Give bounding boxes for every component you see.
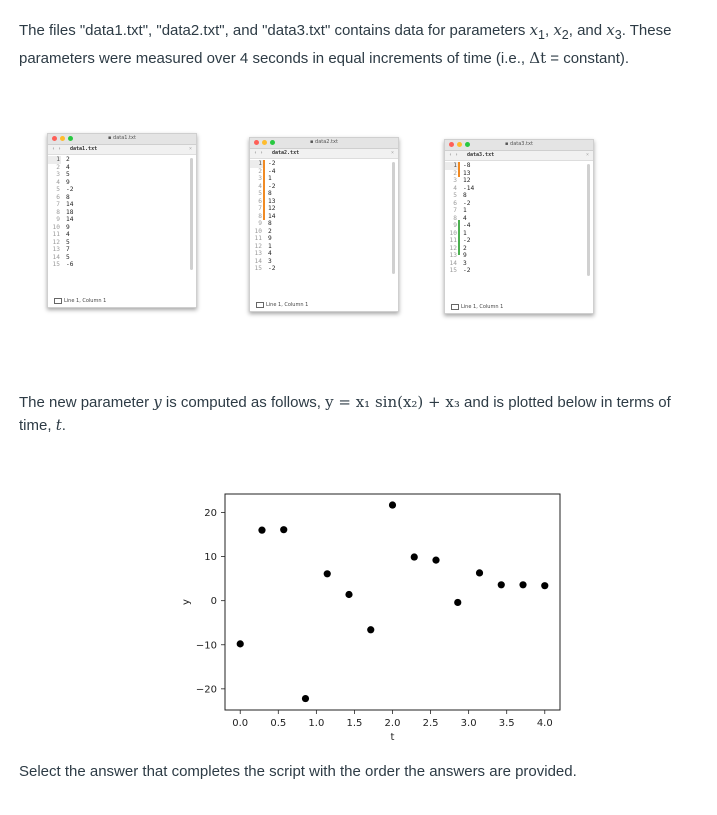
code-line[interactable]: -2 (463, 267, 471, 274)
data-point (324, 570, 331, 577)
code-line[interactable]: 4 (463, 214, 467, 222)
line-number: 1 (250, 160, 263, 168)
line-number: 3 (56, 171, 60, 178)
code-line[interactable]: 5 (66, 171, 70, 178)
line-number: 13 (449, 252, 457, 259)
line-number: 10 (254, 227, 262, 235)
y-tick-label: 10 (204, 552, 217, 564)
data-point (519, 581, 526, 588)
data-point (389, 501, 396, 508)
nav-arrows-icon[interactable]: ‹ › (449, 152, 459, 158)
file-tab[interactable]: data2.txt (272, 150, 300, 156)
code-line[interactable]: 2 (66, 156, 70, 163)
code-line[interactable]: 9 (66, 223, 70, 231)
line-number: 4 (453, 184, 457, 192)
code-line[interactable]: 14 (66, 201, 74, 208)
code-line[interactable]: 7 (66, 246, 70, 253)
line-number: 15 (254, 265, 262, 272)
window-titlebar[interactable] (250, 138, 398, 149)
tab-bar (48, 145, 196, 155)
code-line[interactable]: 8 (268, 190, 272, 197)
line-number-gutter (445, 162, 458, 275)
scrollbar[interactable] (587, 164, 590, 276)
code-line[interactable]: -2 (268, 265, 276, 272)
line-number: 2 (258, 167, 262, 175)
y-tick-label: 20 (204, 508, 217, 520)
line-number: 10 (52, 223, 60, 231)
panel-toggle-icon[interactable] (451, 304, 459, 310)
line-number: 3 (258, 175, 262, 182)
line-number-gutter (250, 160, 263, 273)
data-point (280, 526, 287, 533)
data-point (237, 640, 244, 647)
code-line[interactable]: 14 (268, 212, 276, 220)
code-line[interactable]: 5 (66, 253, 70, 261)
line-number: 8 (258, 212, 262, 220)
status-bar (48, 295, 196, 307)
y-tick-label: −20 (195, 684, 217, 696)
data-point (476, 569, 483, 576)
line-number: 10 (449, 229, 457, 237)
data-point (454, 599, 461, 606)
code-line[interactable]: 8 (66, 193, 70, 201)
git-change-marker (458, 162, 460, 177)
x-tick-label: 0.5 (270, 718, 287, 729)
line-number: 11 (254, 235, 262, 242)
code-line[interactable]: 1 (463, 229, 467, 237)
status-bar (250, 299, 398, 311)
code-area[interactable] (268, 160, 275, 273)
line-number: 14 (449, 259, 457, 267)
file-tab[interactable]: data3.txt (467, 152, 495, 158)
line-number: 14 (254, 257, 262, 265)
scrollbar[interactable] (392, 162, 395, 274)
data-point (432, 557, 439, 564)
x-tick-label: 3.5 (498, 718, 515, 729)
code-line[interactable]: 5 (66, 238, 70, 246)
line-number: 7 (453, 207, 457, 214)
line-number: 6 (258, 197, 262, 205)
code-line[interactable]: 12 (268, 205, 276, 212)
line-number-gutter (48, 156, 61, 269)
code-line[interactable]: -8 (463, 162, 471, 169)
formula-paragraph: The new parameter y is computed as follows, y = x₁ sin(x₂) + x₃ and is plotted below in terms of time, t. (19, 393, 671, 434)
y-tick-label: 0 (210, 596, 217, 608)
git-change-marker (263, 160, 265, 220)
panel-toggle-icon[interactable] (256, 302, 264, 308)
line-number: 11 (52, 231, 60, 238)
line-number: 8 (453, 214, 457, 222)
code-area[interactable] (66, 156, 73, 269)
line-number: 7 (258, 205, 262, 212)
code-line[interactable]: 8 (463, 192, 467, 199)
line-number: 8 (56, 208, 60, 216)
scatter-chart (180, 485, 570, 747)
cursor-position: Line 1, Column 1 (266, 302, 309, 308)
code-line[interactable]: 4 (66, 231, 70, 238)
code-line[interactable]: 9 (268, 235, 272, 242)
git-change-marker (458, 220, 460, 255)
code-line[interactable]: 2 (463, 244, 467, 252)
status-bar (445, 301, 593, 313)
code-line[interactable]: 1 (268, 175, 272, 182)
code-line[interactable]: 13 (463, 169, 471, 177)
code-line[interactable]: -14 (463, 184, 475, 192)
data-point (541, 582, 548, 589)
line-number: 2 (453, 169, 457, 177)
file-tab[interactable]: data1.txt (70, 146, 98, 152)
tab-close-icon[interactable]: × (188, 146, 192, 152)
x-tick-label: 4.0 (536, 718, 553, 729)
code-line[interactable]: 9 (463, 252, 467, 259)
line-number: 13 (254, 250, 262, 257)
code-line[interactable]: 3 (268, 257, 272, 265)
code-line[interactable]: -2 (463, 199, 471, 207)
y-axis-label: y (181, 599, 192, 605)
code-line[interactable]: 12 (463, 177, 471, 184)
editor-window-data3 (444, 139, 594, 314)
plot-frame (225, 494, 560, 710)
code-line[interactable]: 13 (268, 197, 276, 205)
code-line[interactable]: 3 (463, 259, 467, 267)
cursor-position: Line 1, Column 1 (64, 298, 107, 304)
line-number: 12 (449, 244, 457, 252)
line-number: 5 (56, 186, 60, 193)
code-line[interactable]: 2 (268, 227, 272, 235)
instruction-text: Select the answer that completes the script with the order the answers are provided. (19, 763, 577, 780)
intro-paragraph: The files "data1.txt", "data2.txt", and "data3.txt" contains data for parameters $x_1$, $x_2$, and $x_3$. These parameters were measured over 4 seconds in equal increments of time (i.e., Δt = constant). (19, 21, 672, 67)
line-number: 3 (453, 177, 457, 184)
code-line[interactable]: 1 (268, 242, 272, 250)
line-number: 12 (254, 242, 262, 250)
window-title: ▪ data2.txt (310, 139, 338, 145)
line-number: 5 (453, 192, 457, 199)
line-number: 15 (52, 261, 60, 268)
data-point (258, 527, 265, 534)
line-number: 7 (56, 201, 60, 208)
code-line[interactable]: -2 (66, 186, 74, 193)
line-number: 5 (258, 190, 262, 197)
window-title: ▪ data3.txt (505, 141, 533, 147)
editor-window-data2 (249, 137, 399, 312)
code-line[interactable]: -6 (66, 261, 74, 268)
code-line[interactable]: 9 (66, 178, 70, 186)
line-number: 9 (56, 216, 60, 223)
line-number: 1 (48, 156, 61, 164)
x-tick-label: 3.0 (460, 718, 477, 729)
window-titlebar[interactable] (48, 134, 196, 145)
line-number: 1 (445, 162, 458, 170)
line-number: 13 (52, 246, 60, 253)
code-line[interactable]: -2 (463, 237, 471, 244)
code-area[interactable] (463, 162, 474, 275)
line-number: 4 (258, 182, 262, 190)
tab-close-icon[interactable]: × (585, 152, 589, 158)
line-number: 12 (52, 238, 60, 246)
code-line[interactable]: -4 (463, 222, 471, 229)
window-title: ▪ data1.txt (108, 135, 136, 141)
code-line[interactable]: 14 (66, 216, 74, 223)
tab-bar (250, 149, 398, 159)
x-tick-label: 2.0 (384, 718, 401, 729)
code-line[interactable]: -4 (268, 167, 276, 175)
line-number: 9 (258, 220, 262, 227)
line-number: 6 (56, 193, 60, 201)
nav-arrows-icon[interactable]: ‹ › (52, 146, 62, 152)
line-number: 15 (449, 267, 457, 274)
tab-bar (445, 151, 593, 161)
code-line[interactable]: 4 (268, 250, 272, 257)
line-number: 2 (56, 163, 60, 171)
code-line[interactable]: 1 (463, 207, 467, 214)
line-number: 4 (56, 178, 60, 186)
data-point (498, 581, 505, 588)
line-number: 9 (453, 222, 457, 229)
cursor-position: Line 1, Column 1 (461, 304, 504, 310)
code-line[interactable]: -2 (268, 160, 276, 167)
line-number: 6 (453, 199, 457, 207)
scrollbar[interactable] (190, 158, 193, 270)
x-axis-label: t (390, 732, 395, 743)
line-number: 11 (449, 237, 457, 244)
data-point (367, 626, 374, 633)
x-tick-label: 2.5 (422, 718, 439, 729)
nav-arrows-icon[interactable]: ‹ › (254, 150, 264, 156)
x-tick-label: 0.0 (232, 718, 249, 729)
panel-toggle-icon[interactable] (54, 298, 62, 304)
tab-close-icon[interactable]: × (390, 150, 394, 156)
code-line[interactable]: 8 (268, 220, 272, 227)
x-tick-label: 1.0 (308, 718, 325, 729)
code-line[interactable]: -2 (268, 182, 276, 190)
y-tick-label: −10 (195, 640, 217, 652)
data-point (411, 553, 418, 560)
line-number: 14 (52, 253, 60, 261)
code-line[interactable]: 18 (66, 208, 74, 216)
data-point (345, 591, 352, 598)
window-titlebar[interactable] (445, 140, 593, 151)
data-point (302, 695, 309, 702)
x-tick-label: 1.5 (346, 718, 363, 729)
editor-window-data1 (47, 133, 197, 308)
code-line[interactable]: 4 (66, 163, 70, 171)
